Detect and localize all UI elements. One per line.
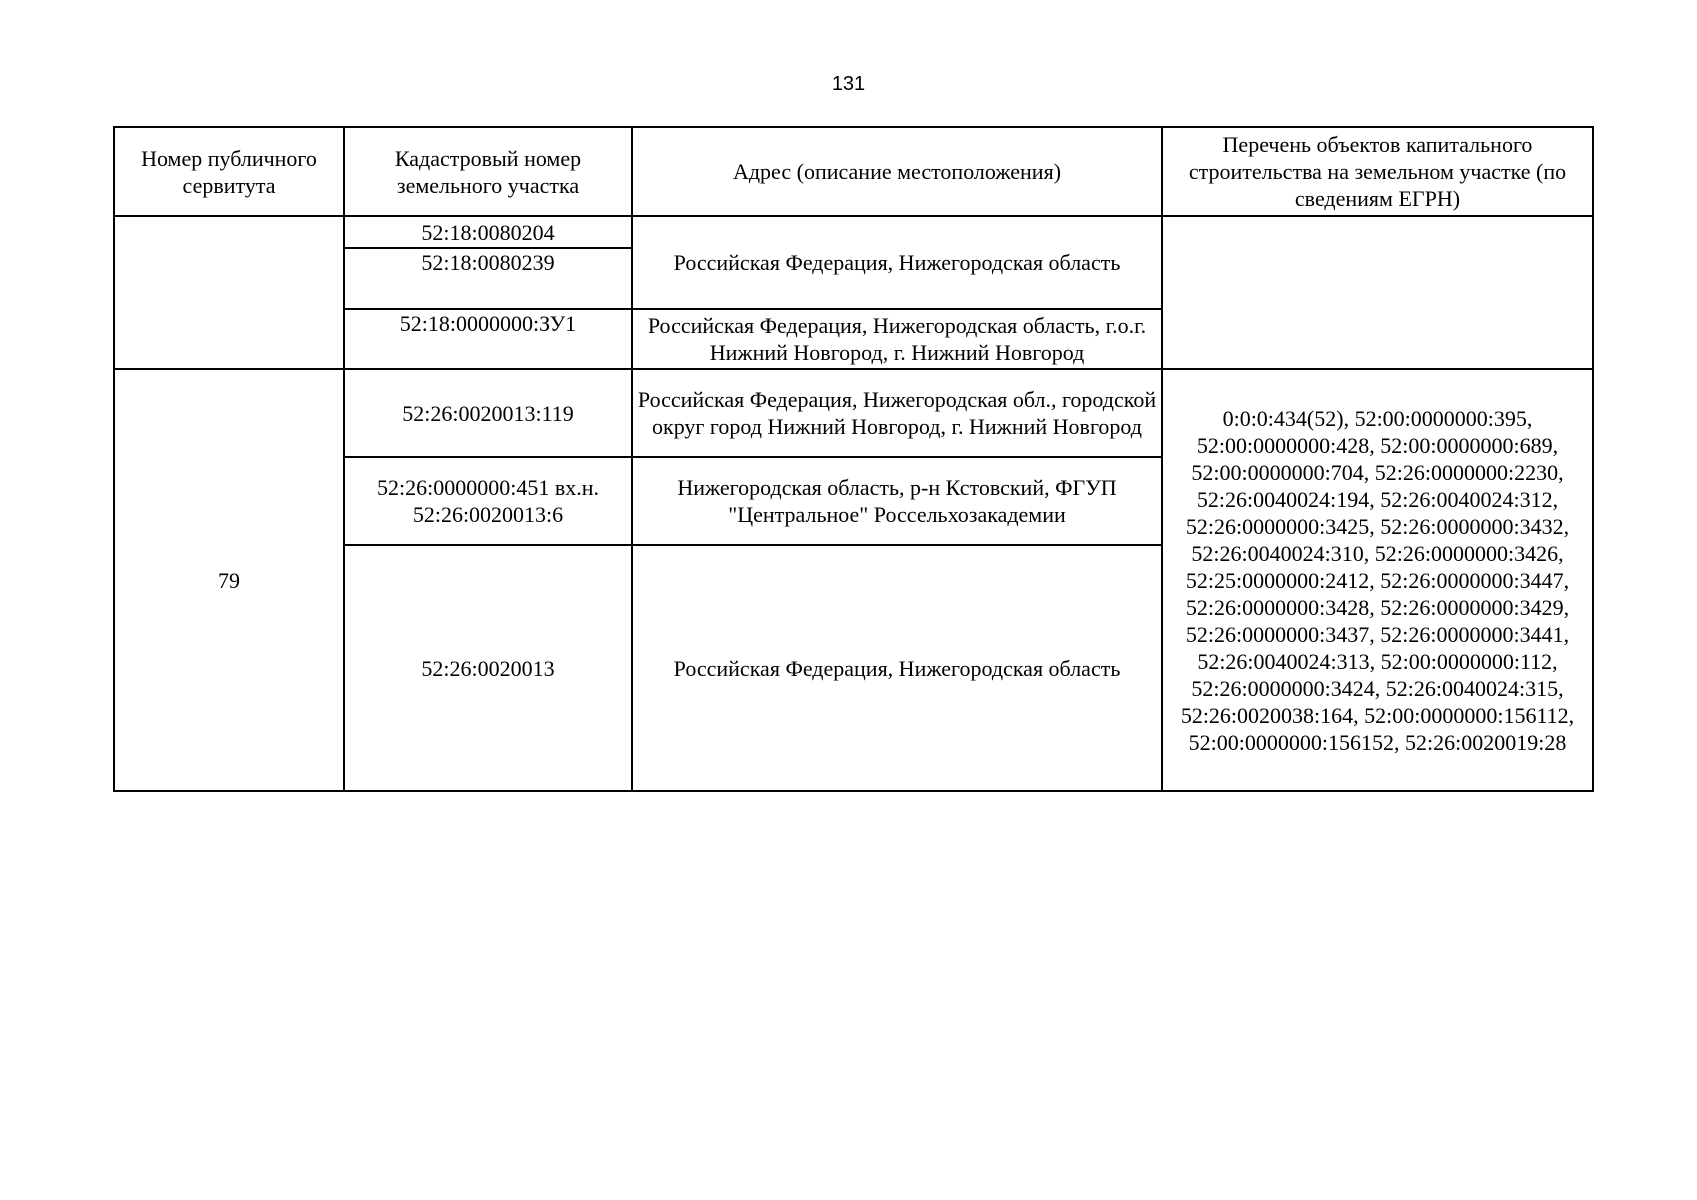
servitude-table: [113, 126, 1594, 792]
servitude-number-cell: 79: [114, 369, 344, 791]
servitude-table-container: [113, 126, 1594, 792]
servitude-number-cell: [114, 216, 344, 369]
header-cadastral-number: Кадастровый номер земельного участка: [344, 127, 632, 216]
address-cell: Российская Федерация, Нижегородская область: [632, 216, 1162, 309]
capital-objects-cell: 0:0:0:434(52), 52:00:0000000:395, 52:00:0000000:428, 52:00:0000000:689, 52:00:0000000:704, 52:26:0000000:2230, 52:26:0040024:194, 52:26:0040024:312, 52:26:0000000:3425, 52:26:0000000:3432, 52:26:0040024:310, 52:26:0000000:3426, 52:25:0000000:2412, 52:26:0000000:3447, 52:26:0000000:3428, 52:26:0000000:3429, 52:26:0000000:3437, 52:26:0000000:3441, 52:26:0040024:313, 52:00:0000000:112, 52:26:0000000:3424, 52:26:0040024:315, 52:26:0020038:164, 52:00:0000000:156112, 52:00:0000000:156152, 52:26:0020019:28: [1162, 369, 1593, 791]
address-cell: Российская Федерация, Нижегородская обл., городской округ город Нижний Новгород, г. Нижний Новгород: [632, 369, 1162, 457]
table-row: [114, 369, 1593, 457]
page-number: 131: [831, 73, 866, 95]
cadastral-number-cell: 52:26:0020013: [344, 545, 632, 791]
cadastral-number-cell: 52:18:0080204: [344, 216, 632, 248]
address-cell: Нижегородская область, р-н Кстовский, ФГУП "Центральное" Россельхозакадемии: [632, 457, 1162, 545]
table-row: [114, 216, 1593, 248]
capital-objects-cell: [1162, 216, 1593, 369]
cadastral-number-cell: 52:18:0080239: [344, 248, 632, 309]
cadastral-number-cell: 52:26:0000000:451 вх.н. 52:26:0020013:6: [344, 457, 632, 545]
header-servitude-number: Номер публичного сервитута: [114, 127, 344, 216]
address-cell: Российская Федерация, Нижегородская область: [632, 545, 1162, 791]
cadastral-number-cell: 52:26:0020013:119: [344, 369, 632, 457]
table-header-row: [114, 127, 1593, 216]
address-cell: Российская Федерация, Нижегородская область, г.о.г. Нижний Новгород, г. Нижний Новгород: [632, 309, 1162, 369]
header-address: Адрес (описание местоположения): [632, 127, 1162, 216]
header-capital-objects: Перечень объектов капитального строительства на земельном участке (по сведениям ЕГРН): [1162, 127, 1593, 216]
cadastral-number-cell: 52:18:0000000:ЗУ1: [344, 309, 632, 369]
